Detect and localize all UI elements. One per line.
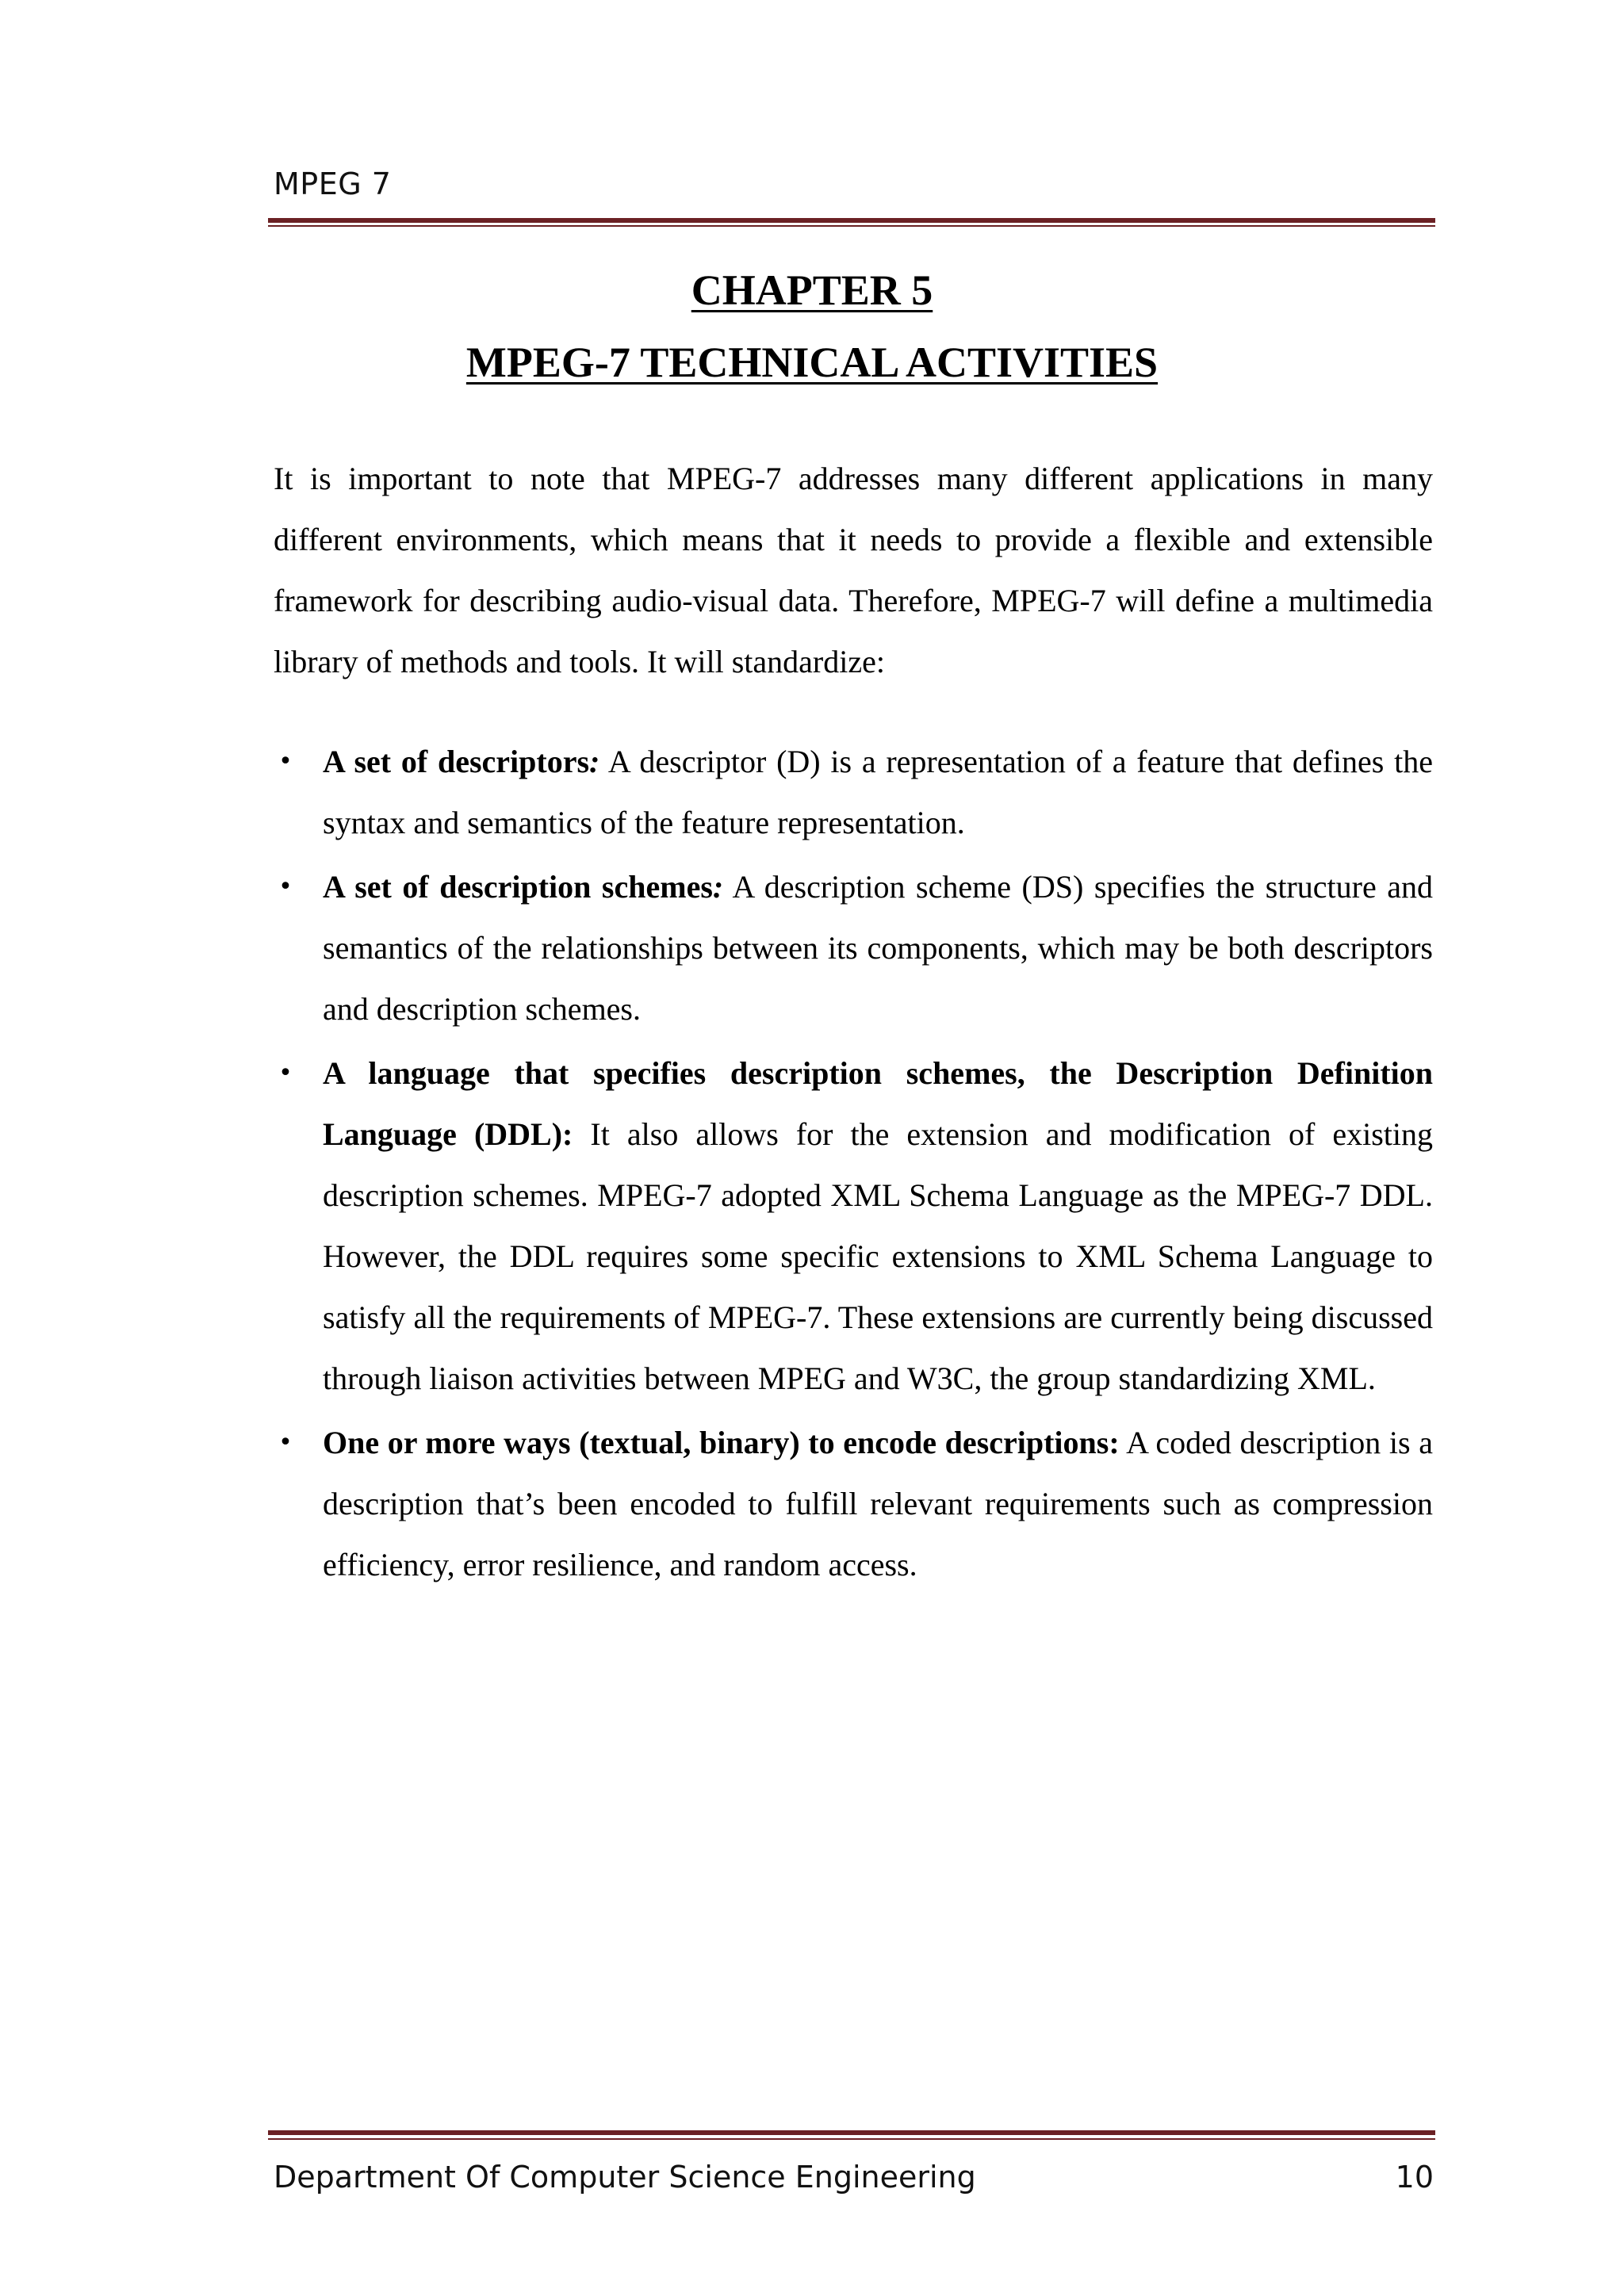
bullet-icon: • <box>278 873 293 901</box>
bullet-separator: : <box>589 744 600 779</box>
list-item <box>274 1412 1433 1595</box>
footer-rule-thin <box>268 2138 1435 2140</box>
bullet-icon: • <box>278 1429 293 1456</box>
bullet-text: A coded description is a description that’s been encoded to fulfill relevant requirements such as compression efficiency, error resilience, and random access. <box>323 1425 1434 1582</box>
bullet-term: A set of description schemes <box>323 869 713 905</box>
bullet-term: A language that specifies description schemes, the Description Definition Language (DDL): <box>323 1055 1433 1152</box>
footer-rule-thick <box>268 2130 1435 2135</box>
footer-department: Department Of Computer Science Engineering <box>274 2160 976 2195</box>
list-item <box>274 731 1433 853</box>
bullet-text: A description scheme (DS) specifies the structure and semantics of the relationships between its components, which may be both descriptors and description schemes. <box>323 869 1433 1027</box>
bullet-icon: • <box>278 748 293 775</box>
bullet-term: One or more ways (textual, binary) to encode descriptions: <box>323 1425 1120 1460</box>
list-item <box>274 1043 1433 1409</box>
bullet-list <box>274 731 1433 1598</box>
chapter-number: CHAPTER 5 <box>691 266 933 314</box>
intro-paragraph: It is important to note that MPEG-7 addresses many different applications in many different environments, which means that it needs to provide a flexible and extensible framework for describing audio-visual data. Therefore, MPEG-7 will define a multimedia library of methods and tools. It will standardize: <box>274 461 1433 679</box>
page-number: 10 <box>1395 2160 1434 2195</box>
chapter-title: MPEG-7 TECHNICAL ACTIVITIES <box>465 339 1159 386</box>
bullet-text: It also allows for the extension and modification of existing description schemes. MPEG-7 adopted XML Schema Language as the MPEG-7 DDL. However, the DDL requires some specific extensions to XML Schema Language to satisfy all the requirements of MPEG-7. These extensions are currently being discussed through liaison activities between MPEG and W3C, the group standardizing XML. <box>323 1116 1433 1396</box>
running-header: MPEG 7 <box>274 166 392 201</box>
bullet-term: A set of descriptors <box>323 744 590 779</box>
header-rule-thin <box>268 225 1435 227</box>
bullet-icon: • <box>278 1059 293 1087</box>
bullet-separator: : <box>712 869 724 905</box>
list-item <box>274 856 1433 1039</box>
header-rule-thick <box>268 218 1435 223</box>
bullet-text: A descriptor (D) is a representation of a feature that defines the syntax and semantics of the feature representation. <box>323 744 1433 840</box>
